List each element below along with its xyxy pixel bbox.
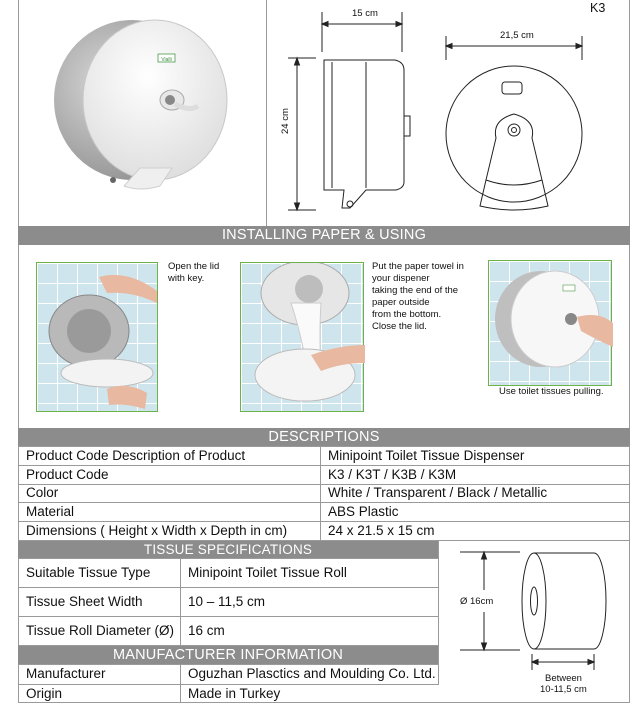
roll-diameter-label: Ø 16cm <box>460 596 494 607</box>
step-2-caption-line: Put the paper towel in <box>372 261 464 272</box>
tissue-row-2-value: 16 cm <box>188 623 225 638</box>
open-lid-illustration <box>37 263 159 413</box>
desc-row-2-label: Color <box>26 485 59 500</box>
step-3-caption: Use toilet tissues pulling. <box>499 386 604 397</box>
step-2-photo <box>240 262 364 412</box>
step-3-photo <box>488 260 612 386</box>
brand-label: Vialli <box>161 57 172 63</box>
tissue-row-0-label: Suitable Tissue Type <box>26 565 151 580</box>
desc-row-3-label: Material <box>26 504 75 519</box>
step-2-caption-line: paper outside <box>372 297 430 308</box>
manufacturer-row-0-label: Manufacturer <box>26 666 106 681</box>
step-1-caption-line: Open the lid <box>168 261 220 272</box>
step-1-caption <box>168 261 219 285</box>
step-2-caption-line: from the bottom. <box>372 309 442 320</box>
side-view-drawing <box>280 4 420 220</box>
desc-row-0-label: Product Code Description of Product <box>26 448 246 463</box>
depth-label: 15 cm <box>352 8 378 19</box>
manufacturer-header: MANUFACTURER INFORMATION <box>18 646 438 664</box>
desc-row-4-value: 24 x 21.5 x 15 cm <box>328 523 435 538</box>
load-roll-illustration <box>241 263 365 413</box>
tissue-row-1-value: 10 – 11,5 cm <box>188 594 266 609</box>
product-photo <box>40 8 240 208</box>
step-1-photo <box>36 262 158 412</box>
desc-row-1-label: Product Code <box>26 467 109 482</box>
tissue-roll-diagram <box>446 546 626 686</box>
manufacturer-row-0-value: Oguzhan Plasctics and Moulding Co. Ltd. <box>188 666 436 681</box>
tissue-row-1-label: Tissue Sheet Width <box>26 594 143 609</box>
model-label: K3 <box>590 1 606 15</box>
desc-row-2-value: White / Transparent / Black / Metallic <box>328 485 548 500</box>
step-2-caption-line: taking the end of the <box>372 285 459 296</box>
descriptions-header: DESCRIPTIONS <box>18 428 630 446</box>
tissue-specs-header: TISSUE SPECIFICATIONS <box>18 541 438 558</box>
desc-row-0-value: Minipoint Toilet Tissue Dispenser <box>328 448 525 463</box>
width-label: 21,5 cm <box>500 30 534 41</box>
roll-between-range: 10-11,5 cm <box>540 684 587 695</box>
top-divider <box>266 0 267 226</box>
desc-row-4-label: Dimensions ( Height x Width x Depth in cm) <box>26 523 288 538</box>
front-view-drawing <box>432 30 602 220</box>
tissue-row-2-label: Tissue Roll Diameter (Ø) <box>26 623 175 638</box>
step-2-caption-line: Close the lid. <box>372 321 427 332</box>
desc-row-3-value: ABS Plastic <box>328 504 399 519</box>
height-label: 24 cm <box>280 108 291 134</box>
installing-header: INSTALLING PAPER & USING <box>18 226 630 245</box>
step-2-caption-line: your dispener <box>372 273 430 284</box>
manufacturer-row-1-label: Origin <box>26 686 63 701</box>
desc-row-1-value: K3 / K3T / K3B / K3M <box>328 467 457 482</box>
tissue-row-0-value: Minipoint Toilet Tissue Roll <box>188 565 347 580</box>
manufacturer-row-1-value: Made in Turkey <box>188 686 281 701</box>
step-1-caption-line: with key. <box>168 273 205 284</box>
step-2-caption <box>372 261 464 333</box>
roll-between-label: Between <box>545 673 582 684</box>
use-dispenser-illustration <box>489 261 613 387</box>
